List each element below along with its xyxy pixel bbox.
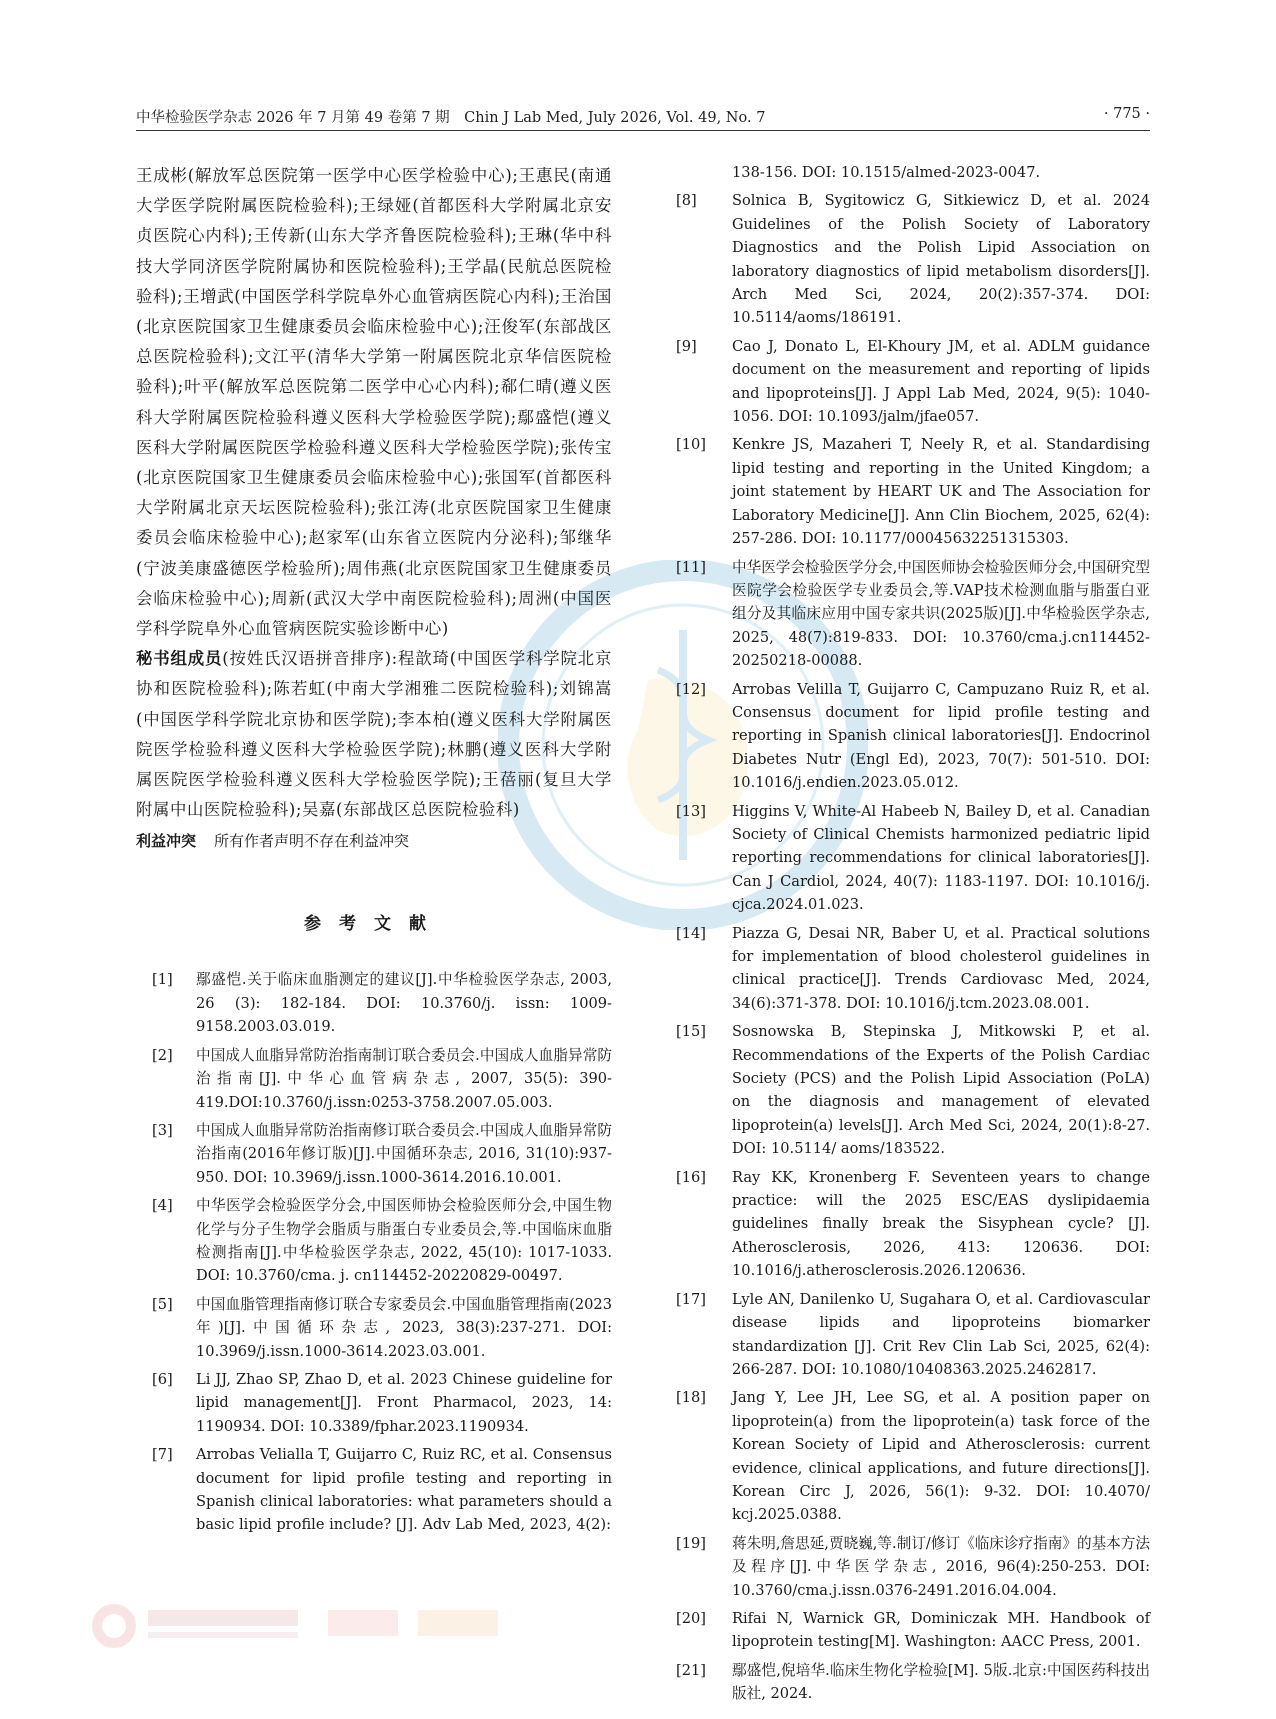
reference-item: [15] Sosnowska B, Stepinska J, Mitkowski P, et al. Recommendations of the Experts of the Polish Cardiac Society (PCS) and the Polish Lipid Association (PoLA) on the diagnosis and management of elevated lipoprotein(a) levels[J]. Arch Med Sci, 2024, 20(1):8-27. DOI: 10.5114/ aoms/183522. — [676, 1023, 1150, 1158]
reference-item: [12] Arrobas Velilla T, Guijarro C, Campuzano Ruiz R, et al. Consensus document for lipid profile testing and reporting in Spanish clinical laboratories[J]. Endocrinol Diabetes Nutr (Engl Ed), 2023, 70(7): 501-510. DOI: 10.1016/j.endien.2023.05.012. — [676, 680, 1150, 792]
page-number: · 775 · — [1103, 106, 1150, 122]
reference-item: [7] Arrobas Velialla T, Guijarro C, Ruiz RC, et al. Consensus document for lipid profile testing and reporting in Spanish clinical laboratories: what parameters should a basic lipid profile include? [J]. Adv Lab Med, 2023, 4(2): — [152, 1446, 612, 1534]
reference-item: [4] 中华医学会检验医学分会,中国医师协会检验医师分会,中国生物化学与分子生物学会脂质与脂蛋白专业委员会,等.中国临床血脂检测指南[J].中华检验医学杂志, 2022, 45(10): 1017-1033. DOI: 10.3760/cma. j. cn114452-20220829-00497. — [152, 1197, 612, 1285]
conflict-of-interest — [136, 829, 612, 853]
reference-item: [21] 鄢盛恺,倪培华.临床生物化学检验[M]. 5版.北京:中国医药科技出版社, 2024. — [676, 1661, 1150, 1703]
reference-item: [8] Solnica B, Sygitowicz G, Sitkiewicz D, et al. 2024 Guidelines of the Polish Society of Laboratory Diagnostics and the Polish Lipid Association on laboratory diagnostics of lipid metabolism disorders[J]. Arch Med Sci, 2024, 20(2):357-374. DOI: 10.5114/aoms/186191. — [676, 192, 1150, 327]
reference-item: [9] Cao J, Donato L, El-Khoury JM, et al. ADLM guidance document on the measurement and reporting of lipids and lipoproteins[J]. J Appl Lab Med, 2024, 9(5): 1040-1056. DOI: 10.1093/jalm/jfae057. — [676, 337, 1150, 426]
reference-item: [10] Kenkre JS, Mazaheri T, Neely R, et al. Standardising lipid testing and reporting in the United Kingdom; a joint statement by HEART UK and The Association for Laboratory Medicine[J]. Ann Clin Biochem, 2025, 62(4): 257-286. DOI: 10.1177/00045632251315303. — [676, 436, 1150, 548]
journal-citation: 中华检验医学杂志 2026 年 7 月第 49 卷第 7 期 Chin J Lab Med, July 2026, Vol. 49, No. 7 — [136, 110, 766, 126]
reference-item: [17] Lyle AN, Danilenko U, Sugahara O, et al. Cardiovascular disease lipids and lipoproteins biomarker standardization [J]. Crit Rev Clin Lab Sci, 2025, 62(4): 266-287. DOI: 10.1080/10408363.2025.2462817. — [676, 1290, 1150, 1378]
reference-item: [5] 中国血脂管理指南修订联合专家委员会.中国血脂管理指南(2023年)[J].中国循环杂志, 2023, 38(3):237-271. DOI: 10.3969/j.issn.1000-3614.2023.03.001. — [152, 1295, 612, 1360]
reference-item: [20] Rifai N, Warnick GR, Dominiczak MH. Handbook of lipoprotein testing[M]. Washington: AACC Press, 2001. — [676, 1609, 1150, 1651]
left-column — [136, 161, 612, 1542]
secretary-text: (按姓氏汉语拼音排序):程歆琦(中国医学科学院北京协和医院检验科);陈若虹(中南大学湘雅二医院检验科);刘锦嵩(中国医学科学院北京协和医学院);李本柏(遵义医科大学附属医院医学检验科遵义医科大学检验医学院);林鹏(遵义医科大学附属医院医学检验科遵义医科大学检验医学院);王蓓丽(复旦大学附属中山医院检验科);吴嘉(东部战区总医院检验科) — [136, 649, 612, 820]
reference-item: [1] 鄢盛恺.关于临床血脂测定的建议[J].中华检验医学杂志, 2003, 26 (3): 182-184. DOI: 10.3760/j. issn: 1009-9158.2003.03.019. — [152, 971, 612, 1036]
running-header — [136, 104, 1150, 131]
right-column — [676, 161, 1150, 1711]
reference-item: [2] 中国成人血脂异常防治指南制订联合委员会.中国成人血脂异常防治指南[J].中华心血管病杂志, 2007, 35(5): 390-419.DOI:10.3760/j.issn:0253-3758.2007.05.003. — [152, 1046, 612, 1111]
reference-item: [13] Higgins V, White-Al Habeeb N, Bailey D, et al. Canadian Society of Clinical Chemists harmonized pediatric lipid reporting recommendations for clinical laboratories[J]. Can J Cardiol, 2024, 40(7): 1183-1197. DOI: 10.1016/j. cjca.2024.01.023. — [676, 802, 1150, 914]
reference-item: [6] Li JJ, Zhao SP, Zhao D, et al. 2023 Chinese guideline for lipid management[J]. Front Pharmacol, 2023, 14: 1190934. DOI: 10.3389/fphar.2023.1190934. — [152, 1370, 612, 1435]
secretary-label: 秘书组成员 — [136, 649, 223, 669]
reference-continuation: 138-156. DOI: 10.1515/almed-2023-0047. — [732, 164, 1041, 181]
conflict-text: 所有作者声明不存在利益冲突 — [214, 832, 410, 851]
publisher-logo-watermark — [88, 1598, 528, 1654]
reference-item: [18] Jang Y, Lee JH, Lee SG, et al. A position paper on lipoprotein(a) from the lipoprotein(a) task force of the Korean Society of Lipid and Atherosclerosis: current evidence, clinical applications, and future directions[J]. Korean Circ J, 2026, 56(1): 9-32. DOI: 10.4070/ kcj.2025.0388. — [676, 1389, 1150, 1524]
committee-members: 王成彬(解放军总医院第一医学中心医学检验中心);王惠民(南通大学医学院附属医院检验科);王绿娅(首都医科大学附属北京安贞医院心内科);王传新(山东大学齐鲁医院检验科);王琳(华中科技大学同济医学院附属协和医院检验科);王学晶(民航总医院检验科);王增武(中国医学科学院阜外心血管病医院心内科);王治国(北京医院国家卫生健康委员会临床检验中心);汪俊军(东部战区总医院检验科);文江平(清华大学第一附属医院北京华信医院检验科);叶平(解放军总医院第二医学中心心内科);郗仁晴(遵义医科大学附属医院检验科遵义医科大学检验医学院);鄢盛恺(遵义医科大学附属医院医学检验科遵义医科大学检验医学院);张传宝(北京医院国家卫生健康委员会临床检验中心);张国军(首都医科大学附属北京天坛医院检验科);张江涛(北京医院国家卫生健康委员会临床检验中心);赵家军(山东省立医院内分泌科);邹继华(宁波美康盛德医学检验所);周伟燕(北京医院国家卫生健康委员会临床检验中心);周新(武汉大学中南医院检验科);周洲(中国医学科学院阜外心血管病医院实验诊断中心) — [136, 166, 612, 639]
references-heading: 参考文献 — [304, 914, 444, 935]
secretary-group — [136, 644, 612, 825]
reference-item: [16] Ray KK, Kronenberg F. Seventeen years to change practice: will the 2025 ESC/EAS dyslipidaemia guidelines finally break the Sisyphean cycle? [J]. Atherosclerosis, 2026, 413: 120636. DOI: 10.1016/j.atherosclerosis.2026.120636. — [676, 1168, 1150, 1280]
reference-item: [14] Piazza G, Desai NR, Baber U, et al. Practical solutions for implementation of blood cholesterol guidelines in clinical practice[J]. Trends Cardiovasc Med, 2024, 34(6):371-378. DOI: 10.1016/j.tcm.2023.08.001. — [676, 924, 1150, 1012]
conflict-label: 利益冲突 — [136, 832, 197, 851]
reference-item: [19] 蒋朱明,詹思延,贾晓巍,等.制订/修订《临床诊疗指南》的基本方法及程序[J].中华医学杂志, 2016, 96(4):250-253. DOI: 10.3760/cma.j.issn.0376-2491.2016.04.004. — [676, 1534, 1150, 1599]
reference-item: [3] 中国成人血脂异常防治指南修订联合委员会.中国成人血脂异常防治指南(2016年修订版)[J].中国循环杂志, 2016, 31(10):937-950. DOI: 10.3969/j.issn.1000-3614.2016.10.001. — [152, 1121, 612, 1186]
reference-item: [11] 中华医学会检验医学分会,中国医师协会检验医师分会,中国研究型医院学会检验医学专业委员会,等.VAP技术检测血脂与脂蛋白亚组分及其临床应用中国专家共识(2025版)[J].中华检验医学杂志, 2025, 48(7):819-833. DOI: 10.3760/cma.j.cn114452-20250218-00088. — [676, 558, 1150, 670]
